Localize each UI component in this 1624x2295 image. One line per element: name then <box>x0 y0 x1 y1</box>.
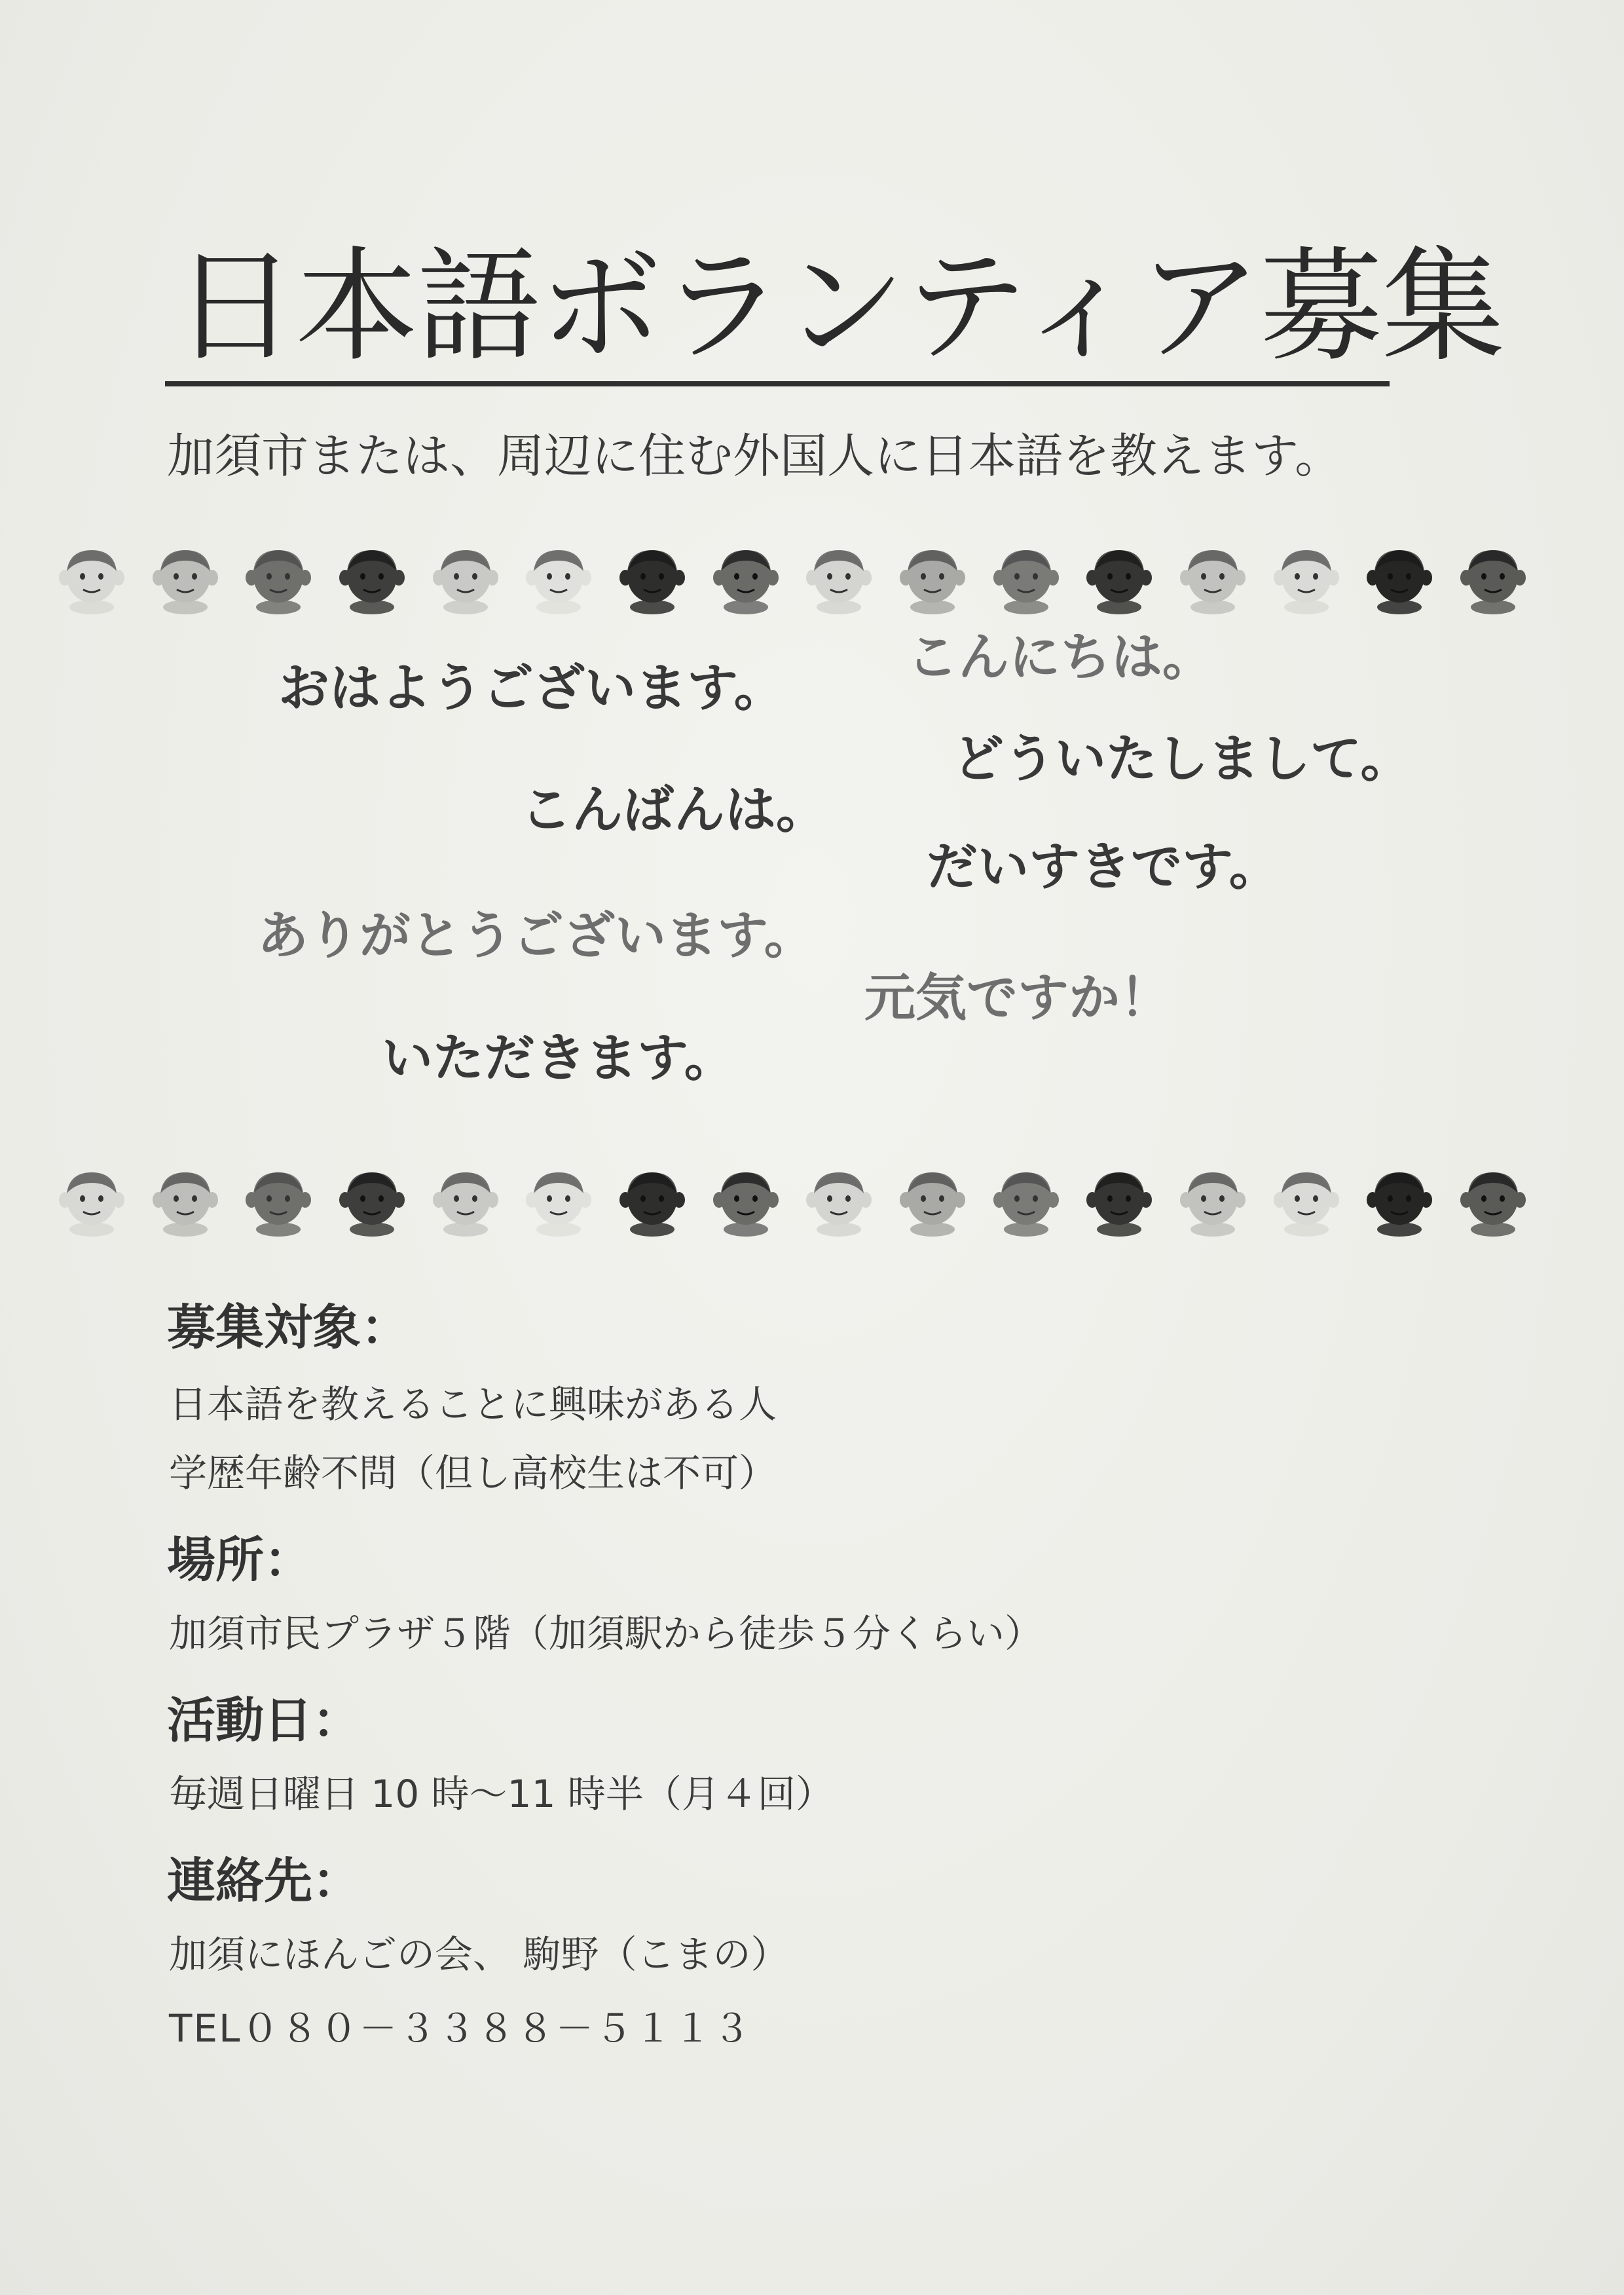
target-heading: 募集対象： <box>167 1299 409 1356</box>
face-icon <box>987 544 1065 616</box>
face-icon <box>1080 1166 1158 1238</box>
face-icon <box>1173 1166 1252 1238</box>
face-icon <box>1080 544 1158 616</box>
face-icon <box>800 544 878 616</box>
face-icon <box>613 1166 692 1238</box>
face-icon <box>146 544 225 616</box>
phrase-konnichiwa: こんにちは。 <box>907 628 1214 687</box>
flyer-title: 日本語ボランティア募集 <box>174 235 1504 379</box>
face-icon <box>613 544 692 616</box>
title-underline <box>165 381 1390 386</box>
days-line-1: 毎週日曜日 10 時～11 時半（月４回） <box>169 1772 834 1816</box>
face-icon <box>519 544 598 616</box>
face-icon <box>1454 544 1532 616</box>
face-icon <box>1267 544 1346 616</box>
face-icon <box>239 1166 318 1238</box>
face-icon <box>707 544 785 616</box>
face-icon <box>1267 1166 1346 1238</box>
phrase-ohayou: おはようございます。 <box>278 659 785 718</box>
place-line-1: 加須市民プラザ５階（加須駅から徒歩５分くらい） <box>169 1611 1043 1656</box>
contact-line-2: TEL０８０－３３８８－５１１３ <box>169 2006 752 2051</box>
target-line-2: 学歴年齢不問（但し高校生は不可） <box>169 1451 777 1495</box>
face-icon <box>987 1166 1065 1238</box>
face-icon <box>333 1166 411 1238</box>
face-icon <box>893 1166 972 1238</box>
phrase-daisuki: だいすきです。 <box>927 838 1280 897</box>
face-icon <box>800 1166 878 1238</box>
phrase-konbanwa: こんばんは。 <box>521 781 828 840</box>
faces-row-bottom <box>52 1166 1532 1238</box>
place-heading: 場所： <box>167 1532 312 1588</box>
target-line-1: 日本語を教えることに興味がある人 <box>169 1382 777 1427</box>
flyer-subtitle: 加須市または、周辺に住む外国人に日本語を教えます。 <box>167 428 1342 483</box>
days-heading: 活動日： <box>167 1692 361 1749</box>
face-icon <box>893 544 972 616</box>
face-icon <box>146 1166 225 1238</box>
face-icon <box>1360 544 1439 616</box>
face-icon <box>52 1166 131 1238</box>
face-icon <box>1173 544 1252 616</box>
phrase-douitashimashite: どういたしまして。 <box>953 730 1412 789</box>
contact-line-1: 加須にほんごの会、 駒野（こまの） <box>169 1932 789 1977</box>
face-icon <box>519 1166 598 1238</box>
faces-row-top <box>52 544 1532 616</box>
face-icon <box>239 544 318 616</box>
phrase-genki: 元気ですか！ <box>864 969 1172 1028</box>
face-icon <box>52 544 131 616</box>
face-icon <box>426 544 505 616</box>
face-icon <box>1360 1166 1439 1238</box>
face-icon <box>426 1166 505 1238</box>
phrase-arigatou: ありがとうございます。 <box>257 906 815 965</box>
face-icon <box>333 544 411 616</box>
face-icon <box>707 1166 785 1238</box>
face-icon <box>1454 1166 1532 1238</box>
phrase-itadakimasu: いただきます。 <box>382 1029 735 1088</box>
contact-heading: 連絡先： <box>167 1853 361 1909</box>
